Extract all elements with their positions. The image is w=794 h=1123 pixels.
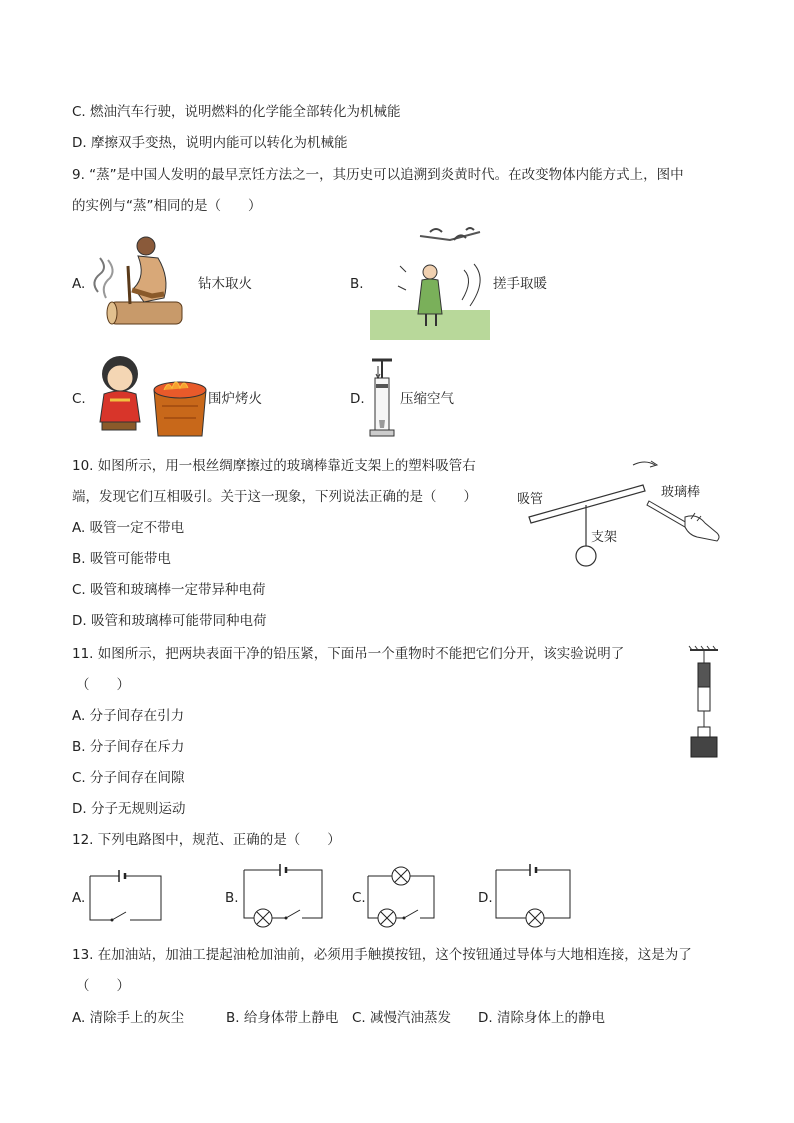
- q9-option-a-letter: A.: [72, 276, 86, 292]
- circuit-diagram-c: [364, 862, 440, 928]
- q9-option-a-caption: 钻木取火: [198, 276, 252, 292]
- q13-option-b: B. 给身体带上静电: [226, 1010, 339, 1026]
- q10-option-c: C. 吸管和玻璃棒一定带异种电荷: [72, 582, 266, 598]
- stove-fire-illustration: [92, 350, 210, 440]
- q10-option-a: A. 吸管一定不带电: [72, 520, 185, 536]
- circuit-diagram-d: [492, 860, 576, 928]
- q11-option-d: D. 分子无规则运动: [72, 801, 186, 817]
- q9-option-b-letter: B.: [350, 276, 364, 292]
- rubbing-hands-illustration: [370, 226, 490, 340]
- lead-cylinders-weight-diagram: [686, 645, 722, 760]
- q13-option-a: A. 清除手上的灰尘: [72, 1010, 185, 1026]
- air-compression-cylinder-illustration: [368, 354, 396, 442]
- drilling-wood-fire-illustration: [88, 232, 188, 330]
- q10-stem-line1: 10. 如图所示，用一根丝绸摩擦过的玻璃棒靠近支架上的塑料吸管右: [72, 458, 476, 474]
- straw-glass-rod-diagram: [515, 455, 730, 575]
- q9-option-b-caption: 搓手取暖: [493, 276, 547, 292]
- q11-option-c: C. 分子间存在间隙: [72, 770, 185, 786]
- q12-option-c-letter: C.: [352, 890, 366, 906]
- q12-option-d-letter: D.: [478, 890, 493, 906]
- q10-stem-line2: 端，发现它们互相吸引。关于这一现象，下列说法正确的是（ ）: [72, 489, 477, 505]
- q9-stem-line2: 的实例与“蒸”相同的是（ ）: [72, 198, 262, 214]
- q12-option-b-letter: B.: [225, 890, 239, 906]
- fig-label-stand: 支架: [591, 530, 618, 545]
- q8-option-d: D. 摩擦双手变热，说明内能可以转化为机械能: [72, 135, 348, 151]
- q10-option-b: B. 吸管可能带电: [72, 551, 171, 567]
- q13-option-d: D. 清除身体上的静电: [478, 1010, 605, 1026]
- circuit-diagram-b: [240, 860, 328, 928]
- q9-stem-line1: 9. “蒸”是中国人发明的最早烹饪方法之一，其历史可以追溯到炎黄时代。在改变物体内能方式上，图中: [72, 167, 684, 183]
- q11-option-b: B. 分子间存在斥力: [72, 739, 185, 755]
- circuit-diagram-a: [86, 862, 166, 926]
- q11-option-a: A. 分子间存在引力: [72, 708, 185, 724]
- q9-option-d-caption: 压缩空气: [400, 391, 454, 407]
- q8-option-c: C. 燃油汽车行驶，说明燃料的化学能全部转化为机械能: [72, 104, 401, 120]
- q13-option-c: C. 减慢汽油蒸发: [352, 1010, 452, 1026]
- q13-stem-line1: 13. 在加油站，加油工提起油枪加油前，必须用手触摸按钮，这个按钮通过导体与大地相连接，这是为了: [72, 947, 692, 963]
- fig-label-glass-rod: 玻璃棒: [661, 485, 701, 500]
- q10-option-d: D. 吸管和玻璃棒可能带同种电荷: [72, 613, 267, 629]
- q11-stem-line2: （ ）: [76, 677, 130, 693]
- fig-label-straw: 吸管: [517, 492, 544, 507]
- q9-option-d-letter: D.: [350, 391, 365, 407]
- q12-stem: 12. 下列电路图中，规范、正确的是（ ）: [72, 832, 341, 848]
- q12-option-a-letter: A.: [72, 890, 86, 906]
- q9-option-c-letter: C.: [72, 391, 86, 407]
- q11-stem-line1: 11. 如图所示，把两块表面干净的铅压紧，下面吊一个重物时不能把它们分开，该实验说明了: [72, 646, 625, 662]
- q9-option-c-caption: 围炉烤火: [208, 391, 262, 407]
- q13-stem-line2: （ ）: [76, 978, 130, 994]
